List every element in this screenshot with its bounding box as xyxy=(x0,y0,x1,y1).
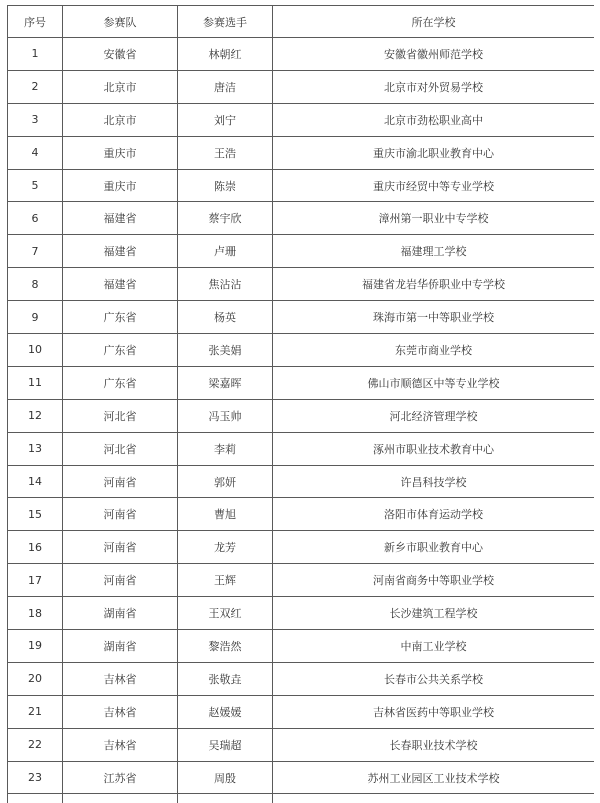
cell-contestant: 张敬垚 xyxy=(178,662,273,695)
table-row xyxy=(8,728,595,761)
cell-school: 漳州第一职业中专学校 xyxy=(273,202,595,235)
cell-contestant: 王双红 xyxy=(178,597,273,630)
cell-team: 河南省 xyxy=(63,531,178,564)
cell-contestant: 陈崇 xyxy=(178,169,273,202)
table-row xyxy=(8,630,595,663)
table-row xyxy=(8,70,595,103)
cell-team: 湖南省 xyxy=(63,597,178,630)
table-row xyxy=(8,366,595,399)
cell-school xyxy=(273,794,595,803)
cell-school: 洛阳市体育运动学校 xyxy=(273,498,595,531)
cell-contestant: 杨英 xyxy=(178,301,273,334)
cell-team: 河北省 xyxy=(63,399,178,432)
cell-index: 15 xyxy=(8,498,63,531)
cell-school: 佛山市顺德区中等专业学校 xyxy=(273,366,595,399)
cell-index: 1 xyxy=(8,38,63,71)
cell-contestant: 林朝红 xyxy=(178,38,273,71)
table-header-row xyxy=(8,6,595,38)
cell-index: 5 xyxy=(8,169,63,202)
table-row xyxy=(8,38,595,71)
cell-school: 河北经济管理学校 xyxy=(273,399,595,432)
cell-contestant: 王辉 xyxy=(178,564,273,597)
table-row xyxy=(8,531,595,564)
table-body xyxy=(8,38,595,803)
cell-index: 16 xyxy=(8,531,63,564)
cell-contestant: 郭妍 xyxy=(178,465,273,498)
cell-contestant: 蔡宇欣 xyxy=(178,202,273,235)
cell-index: 2 xyxy=(8,70,63,103)
cell-team: 重庆市 xyxy=(63,136,178,169)
cell-team: 吉林省 xyxy=(63,728,178,761)
cell-team: 北京市 xyxy=(63,103,178,136)
cell-team: 北京市 xyxy=(63,70,178,103)
cell-team: 广东省 xyxy=(63,334,178,367)
cell-contestant: 吴瑞超 xyxy=(178,728,273,761)
table-row xyxy=(8,761,595,794)
table-row xyxy=(8,465,595,498)
cell-contestant: 张美娟 xyxy=(178,334,273,367)
cell-index: 23 xyxy=(8,761,63,794)
cell-school: 福建理工学校 xyxy=(273,235,595,268)
table-row xyxy=(8,597,595,630)
cell-team xyxy=(63,794,178,803)
cell-team: 江苏省 xyxy=(63,761,178,794)
cell-contestant: 卢珊 xyxy=(178,235,273,268)
cell-index: 3 xyxy=(8,103,63,136)
contestant-table-container xyxy=(7,5,594,803)
cell-index: 14 xyxy=(8,465,63,498)
cell-contestant: 冯玉帅 xyxy=(178,399,273,432)
cell-school: 北京市劲松职业高中 xyxy=(273,103,595,136)
cell-contestant: 周殷 xyxy=(178,761,273,794)
cell-team: 河南省 xyxy=(63,498,178,531)
cell-contestant: 刘宁 xyxy=(178,103,273,136)
cell-school: 重庆市经贸中等专业学校 xyxy=(273,169,595,202)
cell-school: 新乡市职业教育中心 xyxy=(273,531,595,564)
cell-team: 吉林省 xyxy=(63,662,178,695)
cell-team: 重庆市 xyxy=(63,169,178,202)
cell-index: 19 xyxy=(8,630,63,663)
cell-contestant: 黎浩然 xyxy=(178,630,273,663)
cell-contestant: 焦沾沾 xyxy=(178,268,273,301)
cell-contestant: 龙芳 xyxy=(178,531,273,564)
cell-index: 7 xyxy=(8,235,63,268)
cell-index xyxy=(8,794,63,803)
cell-index: 11 xyxy=(8,366,63,399)
cell-contestant xyxy=(178,794,273,803)
cell-index: 6 xyxy=(8,202,63,235)
header-contestant: 参赛选手 xyxy=(178,6,273,38)
cell-school: 长春市公共关系学校 xyxy=(273,662,595,695)
cell-index: 4 xyxy=(8,136,63,169)
cell-team: 福建省 xyxy=(63,202,178,235)
cell-team: 广东省 xyxy=(63,366,178,399)
cell-school: 苏州工业园区工业技术学校 xyxy=(273,761,595,794)
cell-index: 12 xyxy=(8,399,63,432)
cell-contestant: 梁嘉晖 xyxy=(178,366,273,399)
cell-team: 广东省 xyxy=(63,301,178,334)
cell-school: 东莞市商业学校 xyxy=(273,334,595,367)
cell-contestant: 曹旭 xyxy=(178,498,273,531)
cell-school: 长春职业技术学校 xyxy=(273,728,595,761)
cell-team: 安徽省 xyxy=(63,38,178,71)
cell-index: 9 xyxy=(8,301,63,334)
cell-contestant: 王浩 xyxy=(178,136,273,169)
cell-school: 中南工业学校 xyxy=(273,630,595,663)
table-row xyxy=(8,169,595,202)
cell-index: 8 xyxy=(8,268,63,301)
header-school: 所在学校 xyxy=(273,6,595,38)
cell-team: 福建省 xyxy=(63,268,178,301)
table-row xyxy=(8,103,595,136)
cell-index: 18 xyxy=(8,597,63,630)
cell-contestant: 唐洁 xyxy=(178,70,273,103)
cell-team: 吉林省 xyxy=(63,695,178,728)
table-row xyxy=(8,136,595,169)
cell-index: 21 xyxy=(8,695,63,728)
cell-school: 北京市对外贸易学校 xyxy=(273,70,595,103)
cell-team: 湖南省 xyxy=(63,630,178,663)
table-row xyxy=(8,399,595,432)
cell-index: 13 xyxy=(8,432,63,465)
table-row xyxy=(8,498,595,531)
cell-index: 10 xyxy=(8,334,63,367)
table-row xyxy=(8,794,595,803)
cell-team: 福建省 xyxy=(63,235,178,268)
cell-index: 20 xyxy=(8,662,63,695)
contestant-table xyxy=(7,5,594,803)
table-row xyxy=(8,662,595,695)
cell-school: 长沙建筑工程学校 xyxy=(273,597,595,630)
cell-school: 河南省商务中等职业学校 xyxy=(273,564,595,597)
cell-school: 重庆市渝北职业教育中心 xyxy=(273,136,595,169)
cell-contestant: 李莉 xyxy=(178,432,273,465)
cell-school: 安徽省徽州师范学校 xyxy=(273,38,595,71)
table-row xyxy=(8,202,595,235)
header-team: 参赛队 xyxy=(63,6,178,38)
cell-school: 珠海市第一中等职业学校 xyxy=(273,301,595,334)
cell-school: 涿州市职业技术教育中心 xyxy=(273,432,595,465)
table-row xyxy=(8,301,595,334)
cell-team: 河南省 xyxy=(63,465,178,498)
table-row xyxy=(8,334,595,367)
table-row xyxy=(8,432,595,465)
cell-index: 17 xyxy=(8,564,63,597)
cell-contestant: 赵媛媛 xyxy=(178,695,273,728)
cell-team: 河南省 xyxy=(63,564,178,597)
cell-team: 河北省 xyxy=(63,432,178,465)
table-row xyxy=(8,695,595,728)
table-row xyxy=(8,235,595,268)
cell-school: 福建省龙岩华侨职业中专学校 xyxy=(273,268,595,301)
table-row xyxy=(8,268,595,301)
cell-school: 许昌科技学校 xyxy=(273,465,595,498)
cell-school: 吉林省医药中等职业学校 xyxy=(273,695,595,728)
cell-index: 22 xyxy=(8,728,63,761)
header-index: 序号 xyxy=(8,6,63,38)
table-row xyxy=(8,564,595,597)
